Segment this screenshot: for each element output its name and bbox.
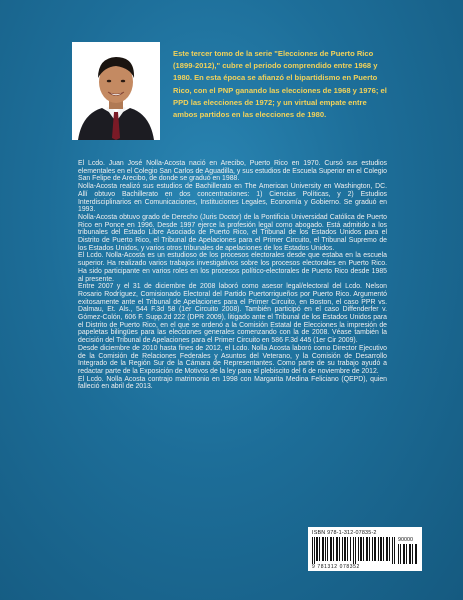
barcode-bars: [312, 537, 396, 564]
author-biography: [78, 160, 387, 391]
isbn-label: ISBN 978-1-312-07835-2: [312, 530, 377, 536]
author-portrait-image: [72, 42, 160, 140]
bio-paragraph: Nolla-Acosta obtuvo grado de Derecho (Juris Doctor) de la Pontificia Universidad Católica de Puerto Rico en Ponce en 1996. Desde 1997 ejerce la profesión legal como abogado. Está admitido a los tribunales del Estado Libre Asociado de Puerto Rico, el Tribunal de los Estados Unidos para el Distrito de Puerto Rico, el Tribunal de Apelaciones para el Primer Circuito, el Tribunal Supremo de los Estados Unidos, y varios otros tribunales de apelaciones de los Estados Unidos.: [78, 213, 387, 252]
bio-paragraph: Entre 2007 y el 31 de diciembre de 2008 laboró como asesor legal/electoral del Lcdo. Nelson Rosario Rodríguez, Comisionado Electoral del Partido Puertorriqueños por Puerto Rico. Argumentó exitosamente ante el Tribunal de Apelaciones para el Primer Circuito, en Boston, el caso PPR vs. Dalmau, Et. Als., 544 F.3d 58 (1er Circuito 2008). También participó en el caso Diffenderfer v. Gómez-Colón, 606 F. Supp.2d 222 (DPR 2009), litigado ante el Tribunal de los Estados Unidos para el Distrito de Puerto Rico, en el que se ordenó a la Comisión Estatal de Elecciones la impresión de papeletas bilingües para las elecciones generales comenzando con la de 2008. Véase también la decisión del Tribunal de Apelaciones para el Primer Circuito en 586 F.3d 445 (1er Cir 2009).: [78, 283, 387, 345]
bio-paragraph: Desde diciembre de 2010 hasta fines de 2012, el Lcdo. Nolla Acosta laboró como Director Ejecutivo de la Comisión de Relaciones Federales y Asuntos del Veterano, y la Comisión de Desarrollo Integrado de la Región Sur de la Cámara de Representantes. Como parte de su trabajo ayudó a redactar parte de la Exposición de Motivos de la ley para el plebiscito del 6 de noviembre de 2012.: [78, 344, 387, 375]
isbn-barcode: [308, 527, 422, 571]
bio-paragraph: Nolla-Acosta realizó sus estudios de Bachillerato en The American University en Washington, DC. Allí obtuvo Bachillerato en dos concentraciones: 1) Ciencias Políticas, y 2) Estudios Interdisciplinarios en Comunicaciones, Instituciones Legales, Economía y Gobierno. Se graduó en 1993.: [78, 183, 387, 214]
author-photo: [72, 42, 160, 140]
bio-paragraph: El Lcdo. Nolla Acosta contrajo matrimonio en 1998 con Margarita Medina Feliciano (QEPD), quien falleció en abril de 2013.: [78, 375, 387, 391]
barcode-digits: 9 781312 078352: [312, 564, 360, 570]
price-code: 90000: [398, 537, 413, 543]
book-summary: Este tercer tomo de la serie "Elecciones de Puerto Rico (1899-2012)," cubre el periodo comprendido entre 1968 y 1980. En esta época se afianzó el bipartidismo en Puerto Rico, con el PNP ganando las elecciones de 1968 y 1976; el PPD las elecciones de 1972; y un virtual empate entre ambos partidos en las elecciones de 1980.: [173, 49, 387, 120]
bio-paragraph: El Lcdo. Nolla-Acosta es un estudioso de los procesos electorales desde que estaba en la escuela superior. Ha realizado varios trabajos investigativos sobre los procesos electorales en Puerto Rico. Ha sido participante en varios roles en los procesos político-electorales de Puerto Rico desde 1985 al presente.: [78, 252, 387, 283]
price-barcode-bars: [398, 544, 418, 564]
bio-paragraph: El Lcdo. Juan José Nolla-Acosta nació en Arecibo, Puerto Rico en 1970. Cursó sus estudios elementales en el Colegio San Carlos de Aguadilla, y sus estudios de Escuela Superior en el Colegio San Felipe de Arecibo, de donde se graduó en 1988.: [78, 160, 387, 183]
